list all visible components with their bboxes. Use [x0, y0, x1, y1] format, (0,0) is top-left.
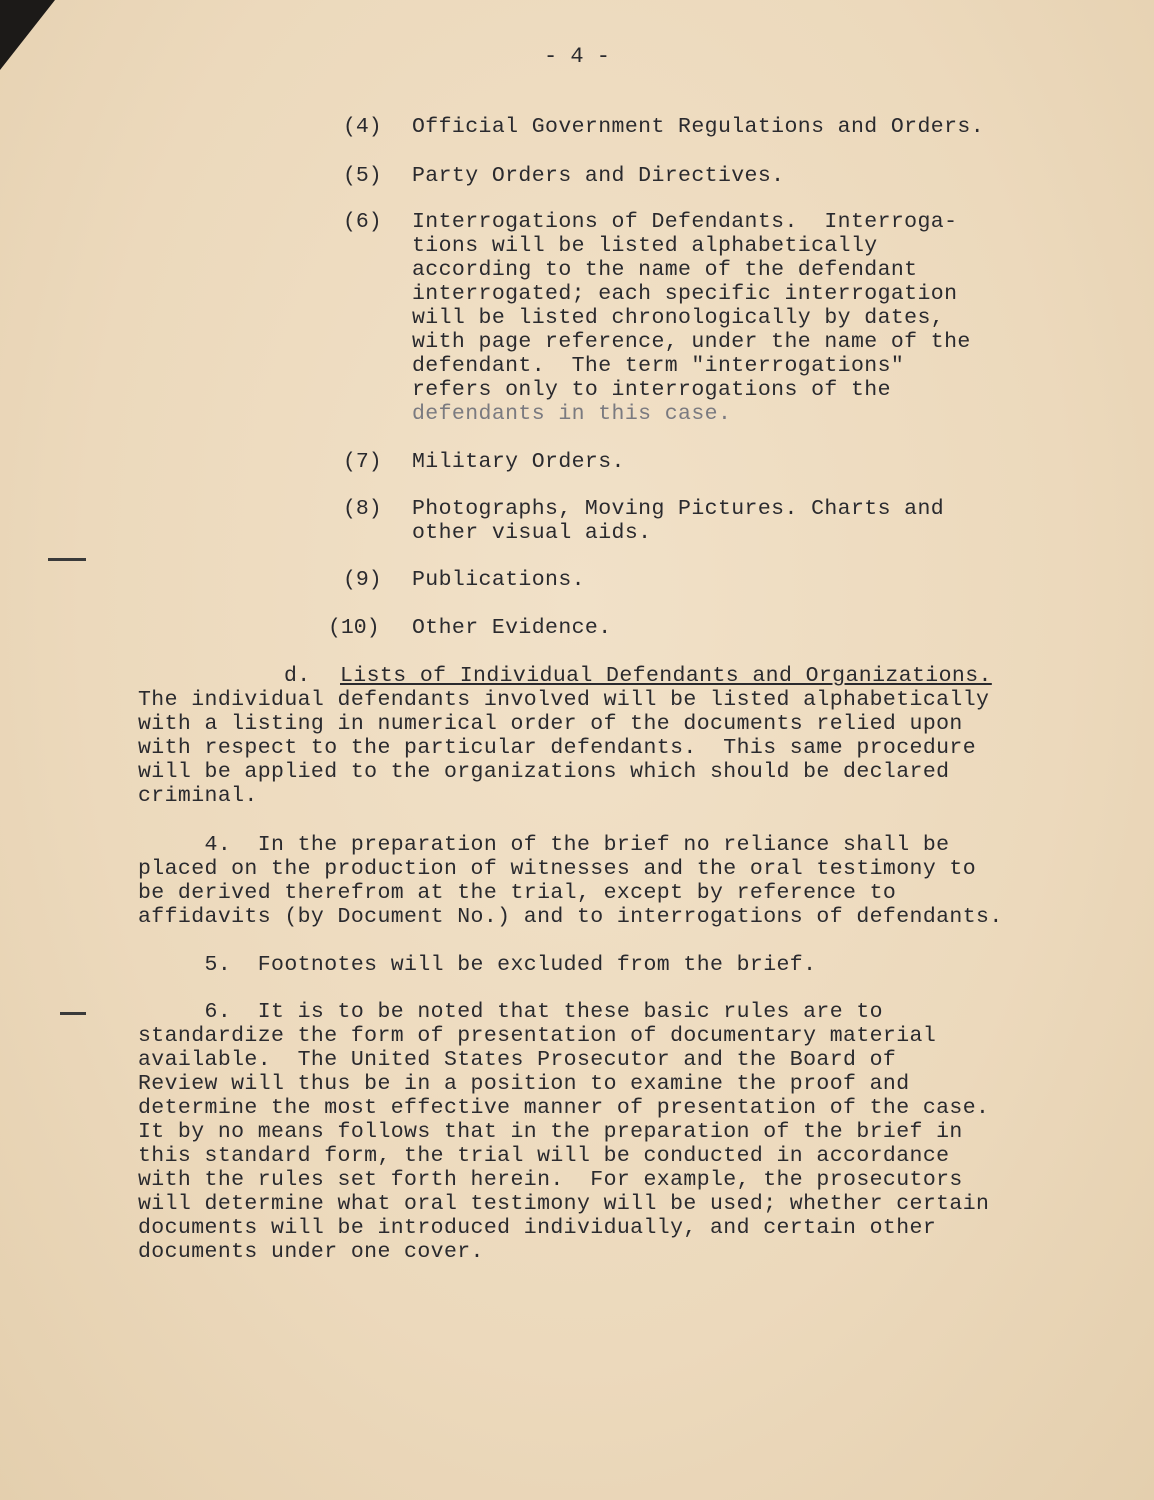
item-text: Other Evidence.: [412, 616, 612, 640]
item-number: (10): [328, 616, 380, 640]
item-text: Photographs, Moving Pictures. Charts and: [412, 497, 945, 521]
paragraph-line: 6. It is to be noted that these basic rules are to: [138, 1000, 883, 1024]
paragraph-line: this standard form, the trial will be conducted in accordance: [138, 1144, 950, 1168]
paragraph-line: with respect to the particular defendants. This same procedure: [138, 736, 977, 760]
item-text: Publications.: [412, 568, 585, 592]
paragraph-line: 5. Footnotes will be excluded from the brief.: [138, 953, 817, 977]
item-number: (8): [343, 497, 382, 521]
page-number: - 4 -: [543, 44, 610, 69]
paragraph-line: available. The United States Prosecutor and the Board of: [138, 1048, 897, 1072]
item-text: Party Orders and Directives.: [412, 164, 785, 188]
item-text: according to the name of the defendant: [412, 258, 918, 282]
paragraph-line: will determine what oral testimony will be used; whether certain: [138, 1192, 990, 1216]
item-text: Military Orders.: [412, 450, 625, 474]
item-number: (9): [343, 568, 382, 592]
item-text: will be listed chronologically by dates,: [412, 306, 945, 330]
paragraph-line: The individual defendants involved will be listed alphabetically: [138, 688, 990, 712]
margin-mark: [48, 558, 86, 561]
item-text: tions will be listed alphabetically: [412, 234, 878, 258]
item-text: with page reference, under the name of the: [412, 330, 971, 354]
paragraph-line: documents will be introduced individually, and certain other: [138, 1216, 937, 1240]
paragraph-line: criminal.: [138, 784, 258, 808]
paragraph-line: standardize the form of presentation of documentary material: [138, 1024, 937, 1048]
paragraph-line: placed on the production of witnesses and the oral testimony to: [138, 857, 977, 881]
paragraph-line: documents under one cover.: [138, 1240, 484, 1264]
paragraph-line: It by no means follows that in the preparation of the brief in: [138, 1120, 963, 1144]
item-text: defendants in this case.: [412, 402, 732, 426]
paragraph-line: affidavits (by Document No.) and to interrogations of defendants.: [138, 905, 1003, 929]
item-text: refers only to interrogations of the: [412, 378, 891, 402]
item-text: Interrogations of Defendants. Interroga-: [412, 210, 958, 234]
item-number: (4): [343, 115, 382, 139]
section-label: d.: [284, 664, 311, 688]
item-number: (7): [343, 450, 382, 474]
item-number: (5): [343, 164, 382, 188]
paragraph-line: with the rules set forth herein. For example, the prosecutors: [138, 1168, 963, 1192]
item-number: (6): [343, 210, 382, 234]
paragraph-line: 4. In the preparation of the brief no reliance shall be: [138, 833, 950, 857]
paragraph-line: be derived therefrom at the trial, except by reference to: [138, 881, 897, 905]
section-heading: Lists of Individual Defendants and Organizations.: [340, 664, 992, 688]
paragraph-line: will be applied to the organizations which should be declared: [138, 760, 950, 784]
item-text: other visual aids.: [412, 521, 652, 545]
item-text: defendant. The term "interrogations": [412, 354, 905, 378]
paragraph-line: with a listing in numerical order of the documents relied upon: [138, 712, 963, 736]
item-text: interrogated; each specific interrogation: [412, 282, 958, 306]
item-text: Official Government Regulations and Orders.: [412, 115, 984, 139]
paragraph-line: determine the most effective manner of presentation of the case.: [138, 1096, 990, 1120]
paragraph-line: Review will thus be in a position to examine the proof and: [138, 1072, 910, 1096]
margin-mark: [60, 1012, 86, 1015]
